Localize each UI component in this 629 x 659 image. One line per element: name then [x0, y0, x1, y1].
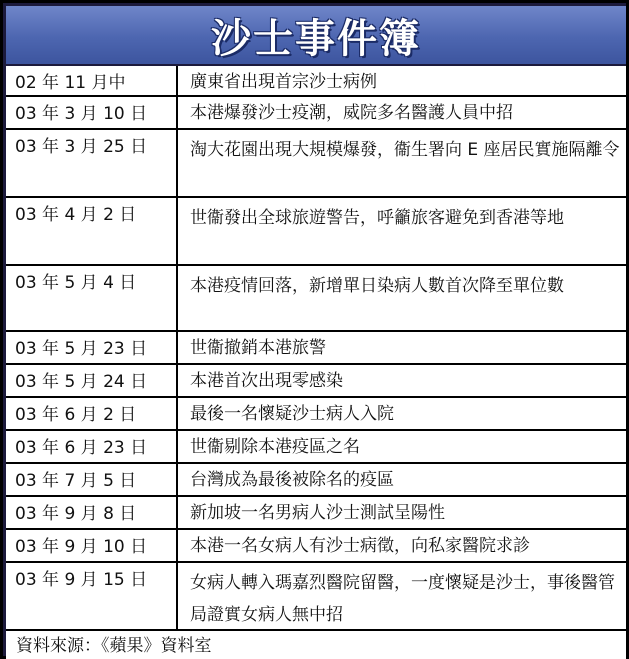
event-date: 03 年 4 月 2 日: [6, 198, 178, 264]
event-date: 03 年 9 月 15 日: [6, 563, 178, 629]
table-row: [6, 561, 626, 629]
event-description: 廣東省出現首宗沙士病例: [190, 72, 377, 92]
event-date: 03 年 3 月 25 日: [6, 130, 178, 196]
table-row: [6, 128, 626, 196]
event-date: 03 年 5 月 23 日: [6, 332, 178, 363]
event-description: 新加坡一名男病人沙士測試呈陽性: [190, 503, 445, 523]
event-description: 本港爆發沙士疫潮，威院多名醫護人員中招: [190, 103, 513, 123]
table-row: [6, 95, 626, 128]
event-description: 本港疫情回落，新增單日染病人數首次降至單位數: [190, 276, 564, 296]
event-date: 03 年 5 月 24 日: [6, 365, 178, 396]
table-row: [6, 429, 626, 462]
title-bar: [6, 6, 626, 64]
event-date: 03 年 6 月 2 日: [6, 398, 178, 429]
event-description: 女病人轉入瑪嘉烈醫院留醫，一度懷疑是沙士，事後醫管局證實女病人無中招: [190, 573, 615, 625]
event-description: 淘大花園出現大規模爆發，衞生署向 E 座居民實施隔離令: [190, 140, 620, 160]
table-row: [6, 396, 626, 429]
table-row: [6, 330, 626, 363]
event-description: 最後一名懷疑沙士病人入院: [190, 404, 394, 424]
event-description: 本港首次出現零感染: [190, 371, 343, 391]
event-description: 世衞發出全球旅遊警告，呼籲旅客避免到香港等地: [190, 208, 564, 228]
table-row: [6, 196, 626, 264]
event-description: 世衞剔除本港疫區之名: [190, 437, 360, 457]
event-date: 02 年 11 月中: [6, 66, 178, 95]
table-row: [6, 363, 626, 396]
event-description: 台灣成為最後被除名的疫區: [190, 470, 394, 490]
event-date: 03 年 7 月 5 日: [6, 464, 178, 495]
event-date: 03 年 9 月 10 日: [6, 530, 178, 561]
table-row: [6, 528, 626, 561]
event-date: 03 年 6 月 23 日: [6, 431, 178, 462]
event-date: 03 年 3 月 10 日: [6, 97, 178, 128]
event-description: 世衞撤銷本港旅警: [190, 338, 326, 358]
timeline-table: [6, 66, 626, 629]
event-date: 03 年 5 月 4 日: [6, 266, 178, 330]
page-title: 沙士事件簿: [211, 15, 421, 62]
table-row: [6, 264, 626, 330]
table-row: [6, 66, 626, 95]
event-description: 本港一名女病人有沙士病徵，向私家醫院求診: [190, 536, 530, 556]
event-date: 03 年 9 月 8 日: [6, 497, 178, 528]
table-row: [6, 462, 626, 495]
table-row: [6, 495, 626, 528]
source-note: 資料來源：《蘋果》資料室: [6, 629, 626, 659]
